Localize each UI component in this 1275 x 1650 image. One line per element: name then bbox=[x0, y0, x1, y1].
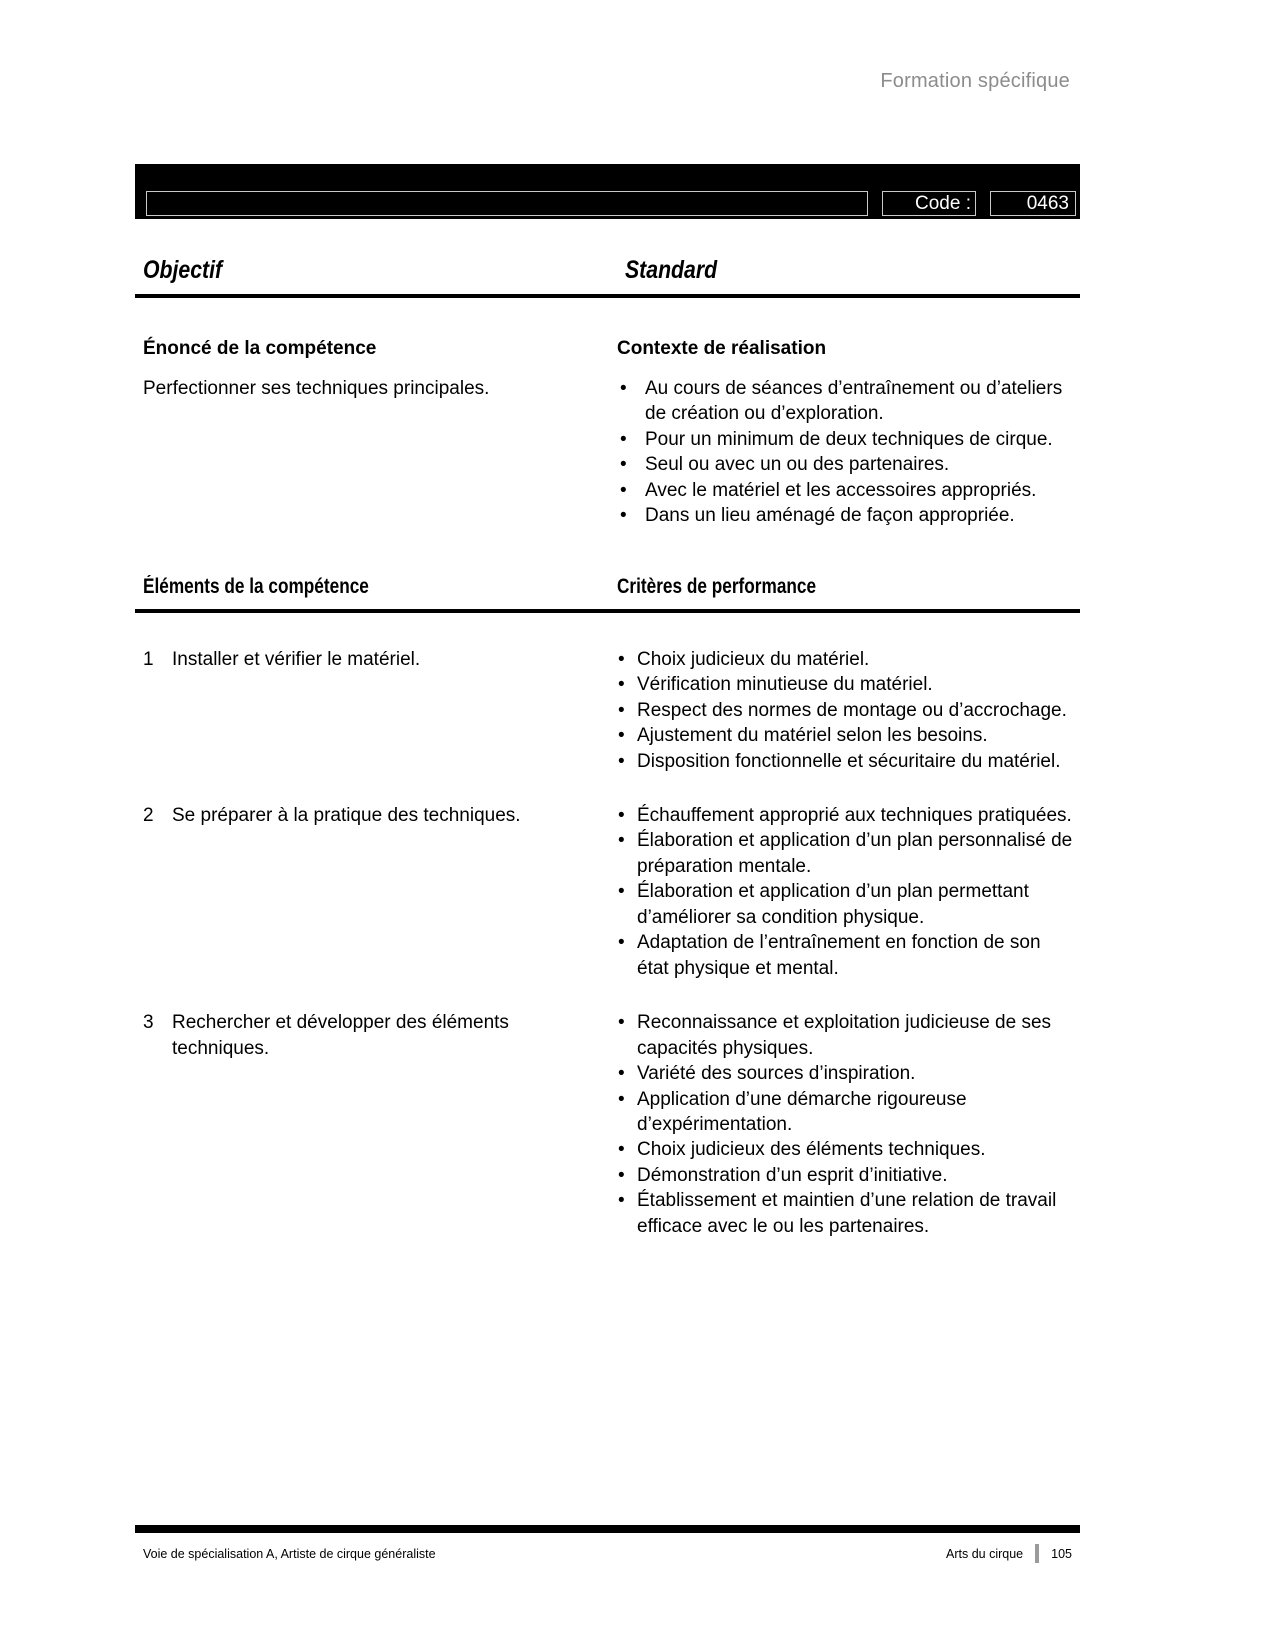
standard-header: Standard bbox=[625, 256, 718, 284]
column-headers bbox=[135, 256, 1080, 298]
page-body bbox=[135, 256, 1080, 1268]
page-number: 105 bbox=[1051, 1546, 1072, 1561]
list-item: • Élaboration et application d’un plan permettant d’améliorer sa condition physique. bbox=[617, 879, 1073, 930]
element-row-2 bbox=[135, 803, 1080, 981]
list-item: • Élaboration et application d’un plan personnalisé de préparation mentale. bbox=[617, 828, 1073, 879]
list-item: • Au cours de séances d’entraînement ou d’ateliers de création ou d’exploration. bbox=[617, 376, 1070, 427]
list-item: • Établissement et maintien d’une relation de travail efficace avec le ou les partenaires. bbox=[617, 1188, 1073, 1239]
element-3 bbox=[143, 1010, 617, 1239]
elements-heading: Éléments de la compétence bbox=[143, 574, 369, 598]
criteria-list-3 bbox=[617, 1010, 1080, 1239]
list-item: • Ajustement du matériel selon les besoins. bbox=[617, 723, 1073, 748]
criteria-list-2 bbox=[617, 803, 1080, 981]
elements-headers bbox=[135, 575, 1080, 613]
code-label: Code : bbox=[882, 191, 976, 216]
list-item: • Variété des sources d’inspiration. bbox=[617, 1061, 1073, 1086]
criteria-list-1 bbox=[617, 647, 1080, 774]
element-text: Se préparer à la pratique des techniques. bbox=[172, 804, 521, 826]
title-field bbox=[146, 191, 868, 216]
element-text: Rechercher et développer des éléments techniques. bbox=[172, 1012, 509, 1059]
list-item: • Disposition fonctionnelle et sécuritaire du matériel. bbox=[617, 749, 1073, 774]
competence-left bbox=[135, 338, 617, 529]
competence-statement: Perfectionner ses techniques principales. bbox=[143, 378, 490, 399]
footer-section-label: Arts du cirque bbox=[946, 1546, 1024, 1561]
list-item: • Échauffement approprié aux techniques pratiquées. bbox=[617, 803, 1073, 828]
code-bar bbox=[135, 164, 1080, 219]
running-header: Formation spécifique bbox=[880, 70, 1070, 92]
list-item: • Application d’une démarche rigoureuse d’expérimentation. bbox=[617, 1087, 1073, 1138]
footer-separator bbox=[1035, 1544, 1039, 1563]
competence-section bbox=[135, 338, 1080, 529]
list-item: • Respect des normes de montage ou d’accrochage. bbox=[617, 698, 1073, 723]
element-number: 2 bbox=[143, 804, 154, 826]
element-row-1 bbox=[135, 647, 1080, 774]
element-number: 3 bbox=[143, 1012, 154, 1034]
element-text: Installer et vérifier le matériel. bbox=[172, 648, 421, 670]
enonce-heading: Énoncé de la compétence bbox=[143, 338, 377, 359]
list-item: • Pour un minimum de deux techniques de cirque. bbox=[617, 427, 1070, 452]
contexte-right bbox=[617, 338, 1080, 529]
footer-program-label: Voie de spécialisation A, Artiste de cirque généraliste bbox=[143, 1546, 436, 1561]
list-item: • Reconnaissance et exploitation judicieuse de ses capacités physiques. bbox=[617, 1010, 1073, 1061]
list-item: • Adaptation de l’entraînement en fonction de son état physique et mental. bbox=[617, 930, 1073, 981]
list-item: • Avec le matériel et les accessoires appropriés. bbox=[617, 478, 1070, 503]
objectif-header: Objectif bbox=[143, 256, 223, 284]
element-1 bbox=[143, 647, 617, 774]
list-item: • Démonstration d’un esprit d’initiative. bbox=[617, 1163, 1073, 1188]
element-number: 1 bbox=[143, 648, 154, 670]
contexte-heading: Contexte de réalisation bbox=[617, 338, 827, 359]
list-item: • Vérification minutieuse du matériel. bbox=[617, 672, 1073, 697]
element-2 bbox=[143, 803, 617, 981]
list-item: • Choix judicieux des éléments techniques. bbox=[617, 1137, 1073, 1162]
list-item: • Choix judicieux du matériel. bbox=[617, 647, 1073, 672]
footer-rule bbox=[135, 1525, 1080, 1533]
contexte-bullet-list bbox=[617, 376, 1080, 529]
element-row-3 bbox=[135, 1010, 1080, 1239]
list-item: • Dans un lieu aménagé de façon appropriée. bbox=[617, 503, 1070, 528]
criteres-heading: Critères de performance bbox=[617, 574, 817, 598]
page-footer bbox=[135, 1525, 1080, 1563]
code-value: 0463 bbox=[990, 191, 1076, 216]
list-item: • Seul ou avec un ou des partenaires. bbox=[617, 452, 1070, 477]
